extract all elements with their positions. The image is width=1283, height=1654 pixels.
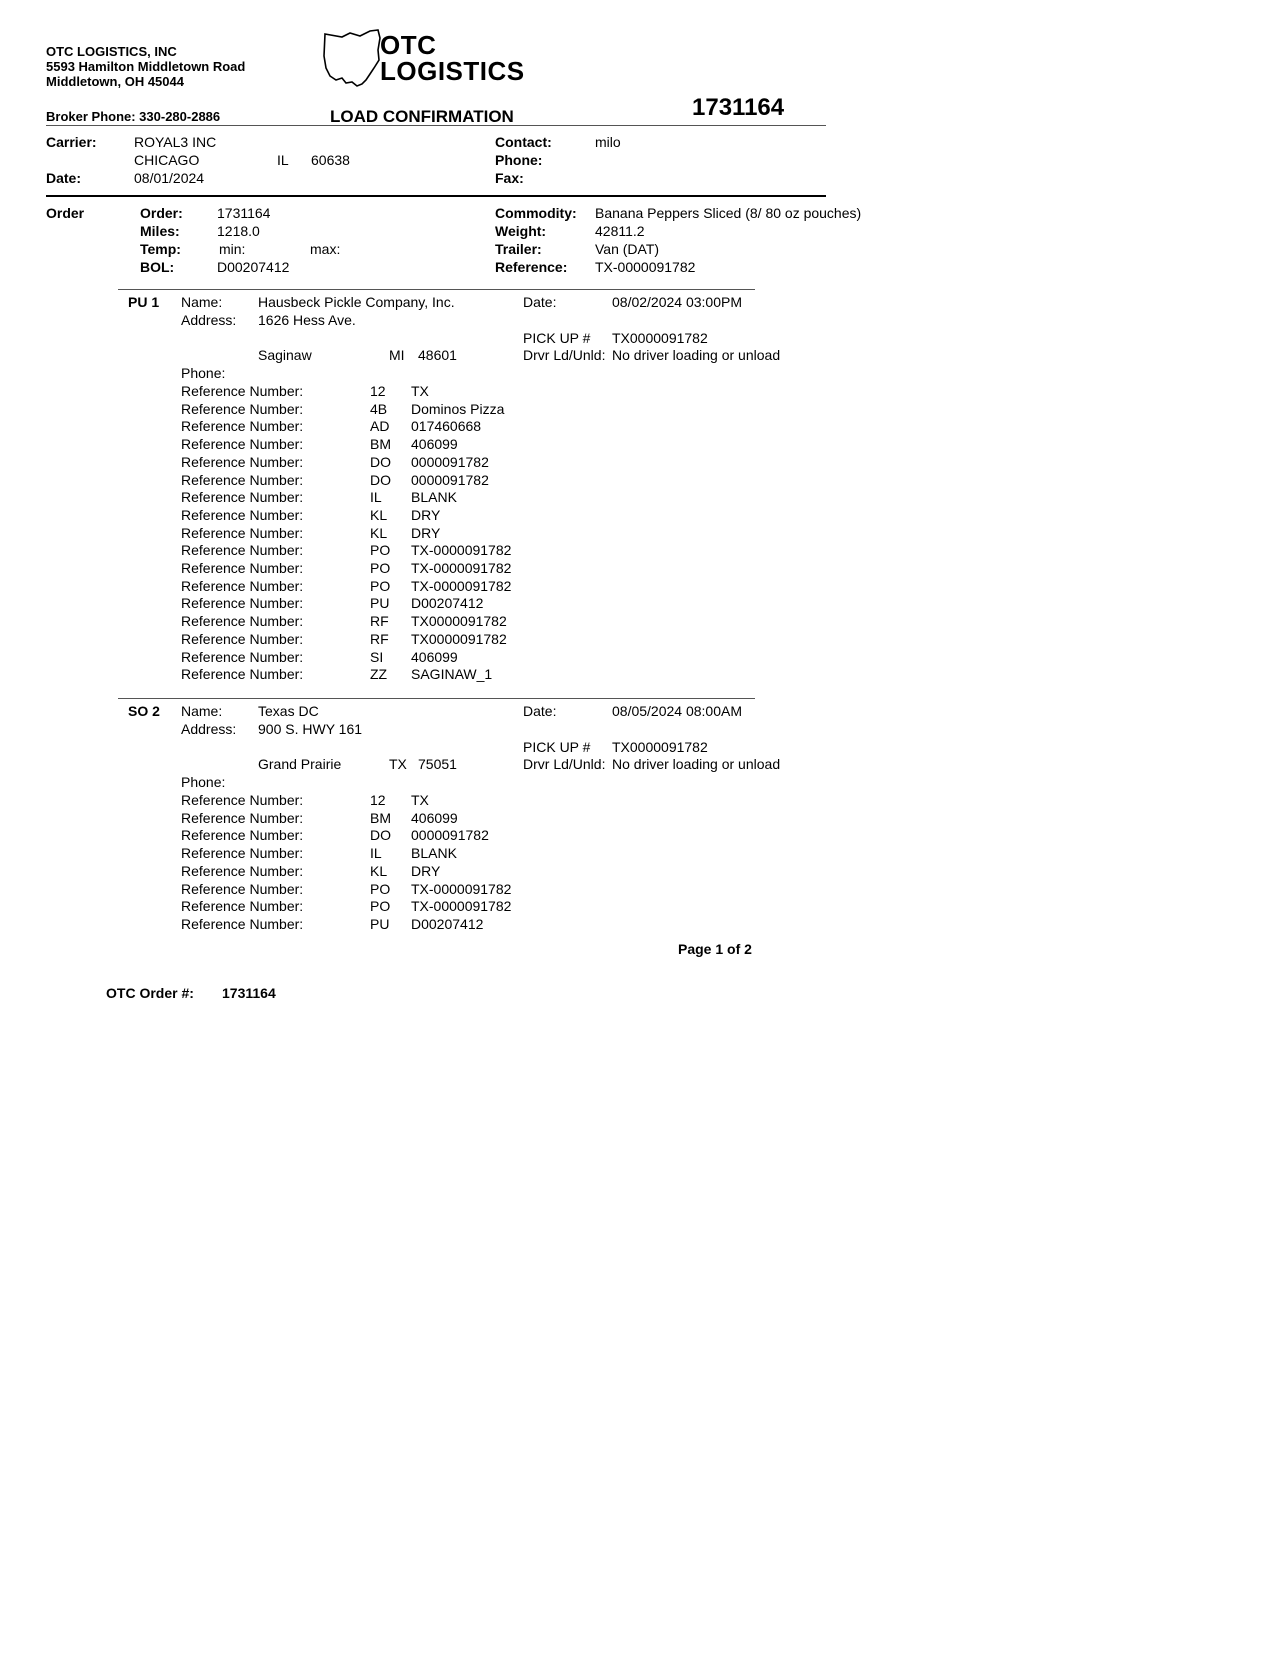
reference-row-label: Reference Number: xyxy=(181,792,304,808)
reference-row-code: 12 xyxy=(370,792,386,808)
reference-label: Reference: xyxy=(495,259,568,275)
reference-row-label: Reference Number: xyxy=(181,915,304,932)
stop-1-zip: 48601 xyxy=(418,347,457,363)
reference-row-value: 017460668 xyxy=(411,418,482,435)
reference-row-value: 406099 xyxy=(411,648,458,665)
company-city: Middletown, OH 45044 xyxy=(46,74,184,89)
commodity-value: Banana Peppers Sliced (8/ 80 oz pouches) xyxy=(595,205,862,221)
stop-1-date-label: Date: xyxy=(523,294,557,310)
reference-row-label: Reference Number: xyxy=(181,648,304,665)
reference-row-code: RF xyxy=(370,630,389,647)
header-divider xyxy=(46,125,826,126)
reference-row-value: DRY xyxy=(411,506,441,523)
stop-2-phone-label: Phone: xyxy=(181,774,226,790)
stop-2-pickup-label: PICK UP # xyxy=(523,739,591,755)
reference-row-code: PO xyxy=(370,898,391,915)
reference-row-value: TX-0000091782 xyxy=(411,898,512,915)
reference-row-label: Reference Number: xyxy=(181,630,304,647)
broker-phone: Broker Phone: 330-280-2886 xyxy=(46,109,221,124)
reference-row-code: IL xyxy=(370,489,382,506)
reference-value: TX-0000091782 xyxy=(595,259,696,275)
otc-order-number: 1731164 xyxy=(222,985,276,1001)
stop-1-date: 08/02/2024 03:00PM xyxy=(612,294,742,310)
reference-row-code: PO xyxy=(370,880,391,897)
order-section-label: Order xyxy=(46,205,85,221)
reference-row-value: TX-0000091782 xyxy=(411,560,512,576)
carrier-state: IL xyxy=(277,152,289,168)
page-indicator: Page 1 of 2 xyxy=(678,941,752,957)
reference-row-code: BM xyxy=(370,809,391,826)
reference-row-value: TX0000091782 xyxy=(411,613,507,630)
stop-2-date: 08/05/2024 08:00AM xyxy=(612,703,742,719)
reference-row-label: Reference Number: xyxy=(181,880,304,897)
reference-row-label: Reference Number: xyxy=(181,577,304,594)
carrier-fax-label: Fax: xyxy=(495,170,524,186)
document-title: LOAD CONFIRMATION xyxy=(330,107,514,126)
reference-row-value: TX-0000091782 xyxy=(411,880,512,897)
reference-row-code: KL xyxy=(370,862,388,879)
reference-row-code: PU xyxy=(370,595,390,612)
reference-row-label: Reference Number: xyxy=(181,898,304,915)
reference-row-code: 12 xyxy=(370,383,386,399)
reference-row-value: 0000091782 xyxy=(411,827,489,844)
reference-row-label: Reference Number: xyxy=(181,613,304,630)
carrier-city: CHICAGO xyxy=(134,152,200,168)
order-label: Order: xyxy=(140,205,183,221)
temp-label: Temp: xyxy=(140,241,181,257)
reference-row-label: Reference Number: xyxy=(181,862,304,879)
miles-value: 1218.0 xyxy=(217,223,260,239)
reference-row-label: Reference Number: xyxy=(181,827,304,844)
company-logo xyxy=(322,28,532,90)
reference-row-code: PO xyxy=(370,577,391,594)
carrier-name: ROYAL3 INC xyxy=(134,134,217,150)
reference-row-label: Reference Number: xyxy=(181,666,304,683)
confirmation-date: 08/01/2024 xyxy=(134,170,205,186)
reference-row-label: Reference Number: xyxy=(181,560,304,576)
reference-row-label: Reference Number: xyxy=(181,383,304,399)
reference-row-label: Reference Number: xyxy=(181,542,304,559)
reference-row-label: Reference Number: xyxy=(181,595,304,612)
reference-row-value: SAGINAW_1 xyxy=(411,666,493,683)
reference-row-value: 0000091782 xyxy=(411,471,489,488)
stop-1-name: Hausbeck Pickle Company, Inc. xyxy=(258,294,455,310)
stop-2-zip: 75051 xyxy=(418,756,457,772)
temp-max-label: max: xyxy=(310,241,341,257)
reference-row-value: TX xyxy=(411,792,429,808)
stop-2-address-label: Address: xyxy=(181,721,237,737)
company-street: 5593 Hamilton Middletown Road xyxy=(46,59,246,74)
reference-row-label: Reference Number: xyxy=(181,506,304,523)
reference-row-label: Reference Number: xyxy=(181,524,304,541)
load-number: 1731164 xyxy=(692,94,785,121)
reference-row-value: TX xyxy=(411,383,429,399)
reference-row-value: 0000091782 xyxy=(411,453,489,470)
weight-value: 42811.2 xyxy=(595,223,645,239)
trailer-label: Trailer: xyxy=(495,241,542,257)
otc-order-label: OTC Order #: xyxy=(106,985,194,1001)
order-number: 1731164 xyxy=(217,205,271,221)
reference-row-code: KL xyxy=(370,524,388,541)
reference-row-code: BM xyxy=(370,436,391,453)
stop-2-city: Grand Prairie xyxy=(258,756,342,772)
reference-row-value: DRY xyxy=(411,524,441,541)
reference-row-code: KL xyxy=(370,506,388,523)
logo-text-logistics: LOGISTICS xyxy=(380,56,525,86)
company-name: OTC LOGISTICS, INC xyxy=(46,44,177,59)
reference-row-code: DO xyxy=(370,453,391,470)
reference-row-code: PO xyxy=(370,542,391,559)
stop-1-divider xyxy=(118,289,755,290)
stop-1-address-label: Address: xyxy=(181,312,237,328)
reference-row-code: IL xyxy=(370,845,382,862)
reference-row-value: DRY xyxy=(411,862,441,879)
reference-row-label: Reference Number: xyxy=(181,418,304,435)
reference-row-code: 4B xyxy=(370,400,388,417)
reference-row-value: D00207412 xyxy=(411,595,484,612)
reference-row-value: TX-0000091782 xyxy=(411,542,512,559)
reference-row-label: Reference Number: xyxy=(181,471,304,488)
contact-label: Contact: xyxy=(495,134,552,150)
stop-2-address: 900 S. HWY 161 xyxy=(258,721,363,737)
date-label: Date: xyxy=(46,170,82,186)
reference-row-label: Reference Number: xyxy=(181,436,304,453)
reference-row-label: Reference Number: xyxy=(181,400,304,417)
trailer-value: Van (DAT) xyxy=(595,241,660,257)
stop-2-drvr-label: Drvr Ld/Unld: xyxy=(523,756,606,772)
stop-1-name-label: Name: xyxy=(181,294,223,310)
reference-row-code: DO xyxy=(370,827,391,844)
reference-row-value: TX-0000091782 xyxy=(411,577,512,594)
reference-row-code: DO xyxy=(370,471,391,488)
reference-row-label: Reference Number: xyxy=(181,453,304,470)
stop-2-divider xyxy=(118,698,755,699)
miles-label: Miles: xyxy=(140,223,180,239)
reference-row-code: PU xyxy=(370,915,390,932)
stop-1-phone-label: Phone: xyxy=(181,365,226,381)
carrier-label: Carrier: xyxy=(46,134,97,150)
stop-1-code: PU 1 xyxy=(128,294,160,310)
reference-row-code: RF xyxy=(370,613,389,630)
reference-row-code: SI xyxy=(370,648,384,665)
reference-row-value: D00207412 xyxy=(411,915,484,932)
stop-2-pickup: TX0000091782 xyxy=(612,739,708,755)
stop-1-city: Saginaw xyxy=(258,347,312,363)
stop-2-drvr: No driver loading or unload xyxy=(612,756,781,772)
contact-value: milo xyxy=(595,134,621,150)
reference-row-label: Reference Number: xyxy=(181,489,304,506)
stop-1-drvr: No driver loading or unload xyxy=(612,347,781,363)
temp-min-label: min: xyxy=(219,241,246,257)
reference-row-label: Reference Number: xyxy=(181,809,304,826)
reference-row-code: AD xyxy=(370,418,390,435)
stop-2-name-label: Name: xyxy=(181,703,223,719)
reference-row-value: BLANK xyxy=(411,845,457,862)
commodity-label: Commodity: xyxy=(495,205,577,221)
reference-row-value: 406099 xyxy=(411,436,458,453)
stop-1-state: MI xyxy=(389,347,405,363)
reference-row-value: 406099 xyxy=(411,809,458,826)
bol-label: BOL: xyxy=(140,259,175,275)
stop-2-name: Texas DC xyxy=(258,703,319,719)
carrier-divider xyxy=(46,195,826,197)
bol-value: D00207412 xyxy=(217,259,290,275)
stop-1-address: 1626 Hess Ave. xyxy=(258,312,356,328)
stop-1-pickup: TX0000091782 xyxy=(612,330,708,346)
stop-1-drvr-label: Drvr Ld/Unld: xyxy=(523,347,606,363)
ohio-outline-icon xyxy=(322,28,386,90)
reference-row-code: ZZ xyxy=(370,666,388,683)
carrier-zip: 60638 xyxy=(311,152,350,168)
stop-1-pickup-label: PICK UP # xyxy=(523,330,591,346)
reference-row-code: PO xyxy=(370,560,391,576)
stop-2-date-label: Date: xyxy=(523,703,557,719)
reference-row-value: Dominos Pizza xyxy=(411,400,505,417)
reference-row-value: BLANK xyxy=(411,489,457,506)
stop-2-code: SO 2 xyxy=(128,703,160,719)
weight-label: Weight: xyxy=(495,223,547,239)
stop-2-state: TX xyxy=(389,756,407,772)
carrier-phone-label: Phone: xyxy=(495,152,543,168)
reference-row-label: Reference Number: xyxy=(181,845,304,862)
reference-row-value: TX0000091782 xyxy=(411,630,507,647)
logo-text-otc: OTC xyxy=(380,30,437,60)
